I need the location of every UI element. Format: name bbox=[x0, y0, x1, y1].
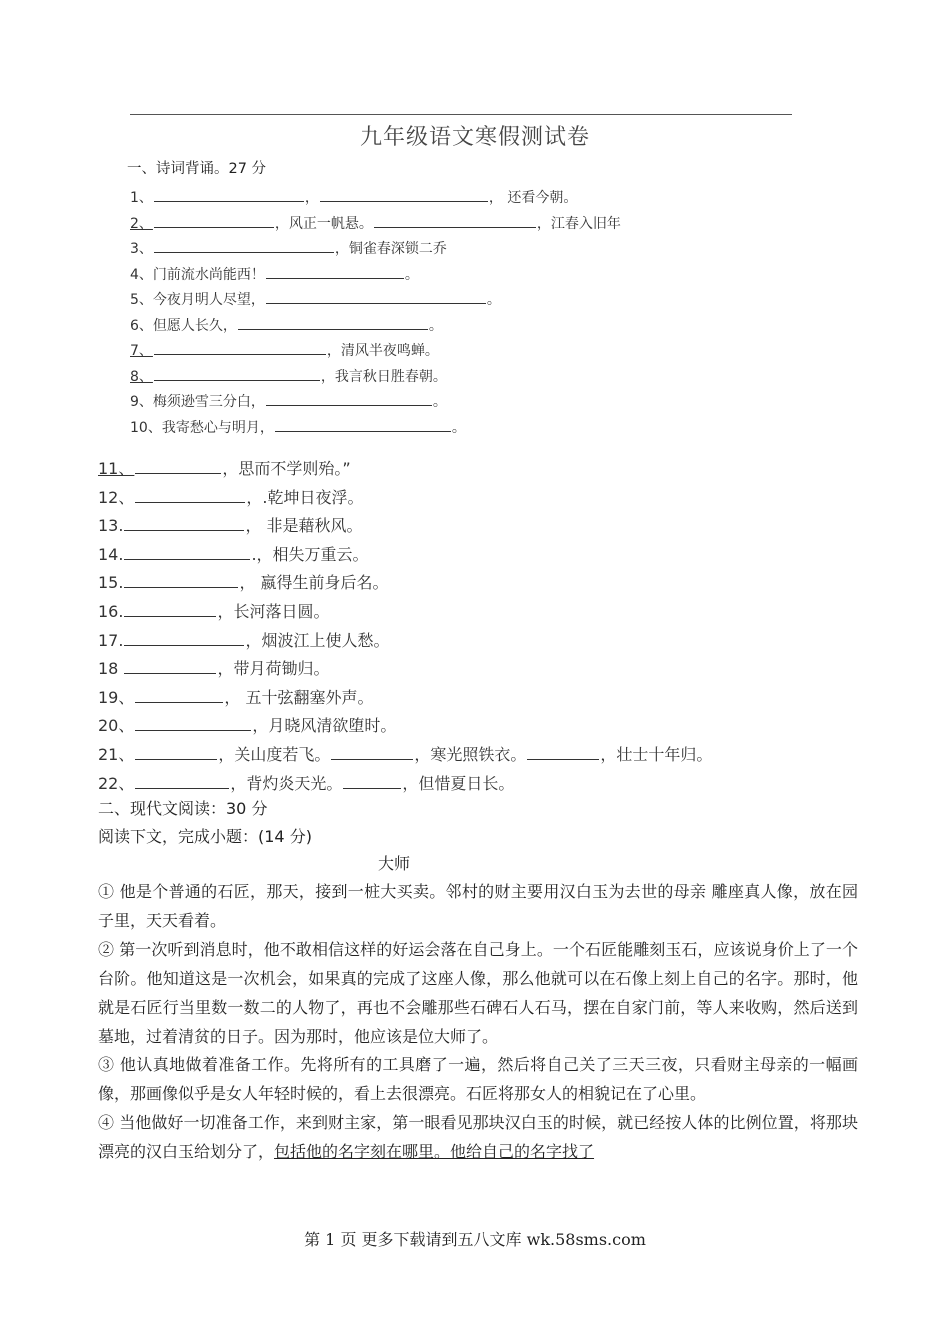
recitation-answer-blank[interactable] bbox=[124, 600, 216, 617]
poem-item-text: 。 bbox=[432, 394, 447, 410]
recitation-question-list bbox=[98, 455, 712, 798]
recitation-item-text: ，关山度若飞。 bbox=[218, 744, 331, 764]
recitation-item-text: ，带月荷锄归。 bbox=[217, 659, 330, 679]
poem-answer-blank[interactable] bbox=[266, 264, 404, 279]
poem-item-number: 5、 bbox=[130, 292, 153, 308]
recitation-item-number: 12、 bbox=[98, 487, 135, 507]
poem-item bbox=[130, 186, 621, 212]
poem-item-text: 门前流水尚能西！ bbox=[152, 266, 265, 283]
paragraph-4-underlined: 包括他的名字刻在哪里。他给自己的名字找了 bbox=[274, 1142, 595, 1162]
recitation-item bbox=[98, 770, 712, 799]
recitation-answer-blank[interactable] bbox=[135, 772, 229, 789]
recitation-answer-blank[interactable] bbox=[343, 772, 401, 789]
poem-answer-blank[interactable] bbox=[154, 238, 334, 253]
story-title: 大师 bbox=[378, 854, 411, 873]
poem-item-text: 我寄愁心与明月， bbox=[161, 419, 274, 436]
recitation-answer-blank[interactable] bbox=[124, 571, 238, 588]
poem-item-number: 2、 bbox=[130, 215, 153, 232]
poem-item-text: ， 还看今朝。 bbox=[488, 190, 578, 206]
recitation-item-number: 18 bbox=[98, 659, 124, 679]
recitation-item-text: ，.乾坤日夜浮。 bbox=[246, 487, 364, 507]
poem-item-number: 1、 bbox=[130, 190, 153, 206]
recitation-answer-blank[interactable] bbox=[124, 629, 244, 646]
paragraph-1: ① 他是个普通的石匠，那天，接到一桩大买卖。邻村的财主要用汉白玉为去世的母亲 雕座真人像，放在园子里，天天看着。 bbox=[98, 882, 858, 930]
recitation-item-number: 16. bbox=[98, 601, 124, 621]
recitation-answer-blank[interactable] bbox=[124, 514, 244, 531]
poem-item bbox=[130, 212, 621, 238]
poem-item-number: 7、 bbox=[130, 343, 153, 359]
recitation-answer-blank[interactable] bbox=[135, 457, 221, 474]
poem-item-text: ，江春入旧年 bbox=[536, 215, 621, 232]
recitation-item-number: 20、 bbox=[98, 716, 135, 736]
poem-answer-blank[interactable] bbox=[275, 417, 451, 432]
recitation-item bbox=[98, 455, 712, 484]
recitation-answer-blank[interactable] bbox=[527, 743, 599, 760]
recitation-answer-blank[interactable] bbox=[124, 657, 216, 674]
poem-item-text: ，铜雀春深锁二乔 bbox=[334, 241, 447, 257]
paragraph-4 bbox=[98, 1109, 858, 1167]
recitation-item bbox=[98, 569, 712, 598]
recitation-item-text: ，思而不学则殆。” bbox=[222, 459, 351, 478]
poem-item-number: 10、 bbox=[130, 419, 162, 436]
recitation-item-number: 21、 bbox=[98, 744, 135, 764]
recitation-item-text: .，相失万重云。 bbox=[251, 544, 369, 564]
poem-item bbox=[130, 416, 621, 442]
recitation-item bbox=[98, 712, 712, 741]
poem-item-number: 8、 bbox=[130, 368, 153, 385]
poem-item-number: 4、 bbox=[130, 266, 153, 283]
recitation-answer-blank[interactable] bbox=[135, 743, 217, 760]
poem-item bbox=[130, 339, 621, 365]
recitation-item-number: 17. bbox=[98, 630, 124, 650]
recitation-item bbox=[98, 484, 712, 513]
section2-instruction: 阅读下文，完成小题：(14 分) bbox=[98, 827, 312, 846]
recitation-item-text: ，长河落日圆。 bbox=[217, 601, 330, 621]
poem-item-number: 9、 bbox=[130, 394, 153, 410]
recitation-item bbox=[98, 512, 712, 541]
recitation-item-text: ，背灼炎天光。 bbox=[230, 773, 343, 793]
poem-item bbox=[130, 288, 621, 314]
recitation-item-text: ， 非是藉秋风。 bbox=[245, 516, 363, 536]
poem-item bbox=[130, 237, 621, 263]
recitation-item-text: ，壮士十年归。 bbox=[600, 744, 713, 764]
reading-passage bbox=[98, 878, 858, 1167]
poem-question-list bbox=[130, 186, 621, 441]
recitation-item-number: 11、 bbox=[98, 459, 135, 478]
poem-item bbox=[130, 390, 621, 416]
recitation-item-text: ，月晓风清欲堕时。 bbox=[252, 716, 397, 736]
poem-answer-blank[interactable] bbox=[154, 213, 274, 228]
poem-item-text: 。 bbox=[428, 317, 443, 334]
poem-item-text: ，我言秋日胜春朝。 bbox=[320, 368, 447, 385]
poem-item-text: 今夜月明人尽望， bbox=[152, 292, 265, 308]
poem-item-number: 3、 bbox=[130, 241, 153, 257]
recitation-item bbox=[98, 627, 712, 656]
recitation-item-number: 22、 bbox=[98, 773, 135, 793]
recitation-answer-blank[interactable] bbox=[124, 543, 250, 560]
paragraph-4-text: ④ 当他做好一切准备工作，来到财主家，第一眼看见那块汉白玉的时候，就已经按人体的比例位置，将那块漂亮的汉白玉给划分了， bbox=[98, 1113, 858, 1162]
recitation-item bbox=[98, 684, 712, 713]
recitation-item bbox=[98, 741, 712, 770]
poem-item-text: 梅须逊雪三分白， bbox=[152, 394, 265, 410]
poem-item-text: ，清风半夜鸣蝉。 bbox=[326, 343, 439, 359]
poem-item-text: 。 bbox=[404, 266, 419, 283]
poem-answer-blank[interactable] bbox=[266, 391, 432, 406]
recitation-answer-blank[interactable] bbox=[135, 686, 223, 703]
paragraph-3: ③ 他认真地做着准备工作。先将所有的工具磨了一遍，然后将自己关了三天三夜，只看财主母亲的一幅画像，那画像似乎是女人年轻时候的，看上去很漂亮。石匠将那女人的相貌记在了心里。 bbox=[98, 1055, 858, 1104]
recitation-item-text: ，寒光照铁衣。 bbox=[414, 744, 527, 764]
recitation-item-number: 14. bbox=[98, 544, 124, 564]
poem-item-text: 。 bbox=[451, 419, 466, 436]
recitation-item bbox=[98, 655, 712, 684]
poem-item bbox=[130, 314, 621, 340]
poem-item-text: 。 bbox=[486, 292, 501, 308]
poem-item bbox=[130, 365, 621, 391]
recitation-item-text: ， 嬴得生前身后名。 bbox=[239, 573, 389, 593]
poem-answer-blank[interactable] bbox=[154, 340, 326, 355]
poem-answer-blank[interactable] bbox=[238, 315, 428, 330]
paragraph-2: ② 第一次听到消息时，他不敢相信这样的好运会落在自己身上。一个石匠能雕刻玉石，应该说身价上了一个台阶。他知道这是一次机会，如果真的完成了这座人像，那么他就可以在石像上刻上自己的名字。那时，他就是石匠行当里数一数二的人物了，再也不会雕那些石碑石人石马，摆在自家门前，等人来收购，然后送到墓地，过着清贫的日子。因为那时，他应该是位大师了。 bbox=[98, 939, 858, 1046]
recitation-item-number: 15. bbox=[98, 573, 124, 593]
recitation-item-number: 19、 bbox=[98, 687, 135, 707]
recitation-item-text: ，烟波江上使人愁。 bbox=[245, 630, 390, 650]
recitation-item bbox=[98, 541, 712, 570]
page-title: 九年级语文寒假测试卷 bbox=[359, 125, 590, 150]
recitation-item-text: ， 五十弦翻塞外声。 bbox=[224, 687, 374, 707]
poem-item-number: 6、 bbox=[130, 317, 153, 334]
recitation-item-number: 13. bbox=[98, 516, 124, 536]
section2-heading: 二、现代文阅读：30 分 bbox=[98, 799, 268, 818]
section1-heading: 一、诗词背诵。27 分 bbox=[127, 161, 267, 177]
poem-answer-blank[interactable] bbox=[154, 366, 320, 381]
recitation-answer-blank[interactable] bbox=[135, 486, 245, 503]
page-footer: 第 1 页 更多下载请到五八文库 wk.58sms.com bbox=[304, 1230, 646, 1249]
poem-item-text: ，风正一帆悬。 bbox=[274, 215, 373, 232]
poem-answer-blank[interactable] bbox=[320, 187, 488, 202]
poem-answer-blank[interactable] bbox=[374, 213, 536, 228]
recitation-item-text: ，但惜夏日长。 bbox=[402, 773, 515, 793]
recitation-item bbox=[98, 598, 712, 627]
recitation-answer-blank[interactable] bbox=[135, 714, 251, 731]
header-rule bbox=[130, 114, 792, 115]
poem-item-text: ， bbox=[304, 190, 319, 206]
poem-answer-blank[interactable] bbox=[154, 187, 304, 202]
recitation-answer-blank[interactable] bbox=[331, 743, 413, 760]
poem-answer-blank[interactable] bbox=[266, 289, 486, 304]
poem-item-text: 但愿人长久， bbox=[152, 317, 237, 334]
poem-item bbox=[130, 263, 621, 289]
